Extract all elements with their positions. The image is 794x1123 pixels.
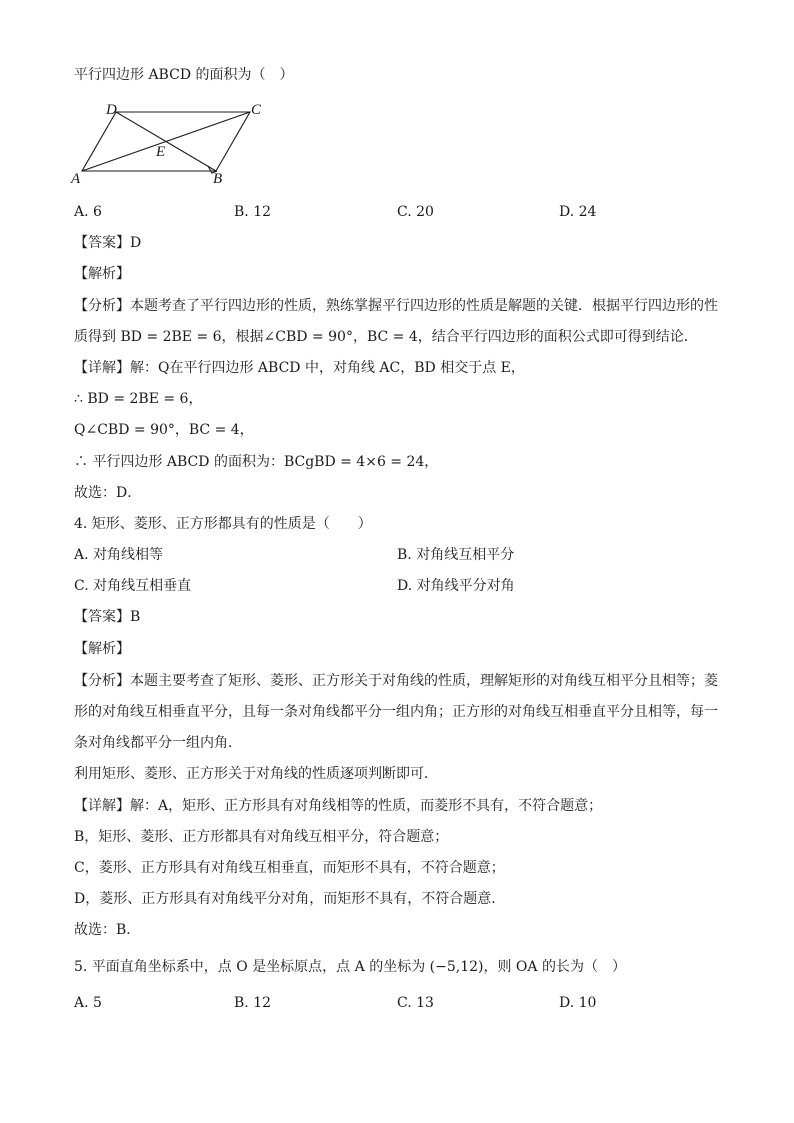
q3-detail-line-3: Q∠CBD = 90°，BC = 4， [74,422,254,438]
q5-option-d: D. 10 [559,995,597,1011]
q5-option-b: B. 12 [234,995,272,1011]
q3-option-c: C. 20 [397,204,434,220]
q3-option-b: B. 12 [234,204,272,220]
q4-answer: 【答案】B [74,609,141,625]
q4-detail-line-2: B，矩形、菱形、正方形都具有对角线互相平分，符合题意； [74,829,449,845]
q3-analysis-line-1: 【分析】本题考查了平行四边形的性质，熟练掌握平行四边形的性质是解题的关键．根据平行四边形的性 [74,298,718,314]
q4-detail-line-1: 【详解】解：A，矩形、正方形具有对角线相等的性质，而菱形不具有，不符合题意； [74,798,603,814]
q4-analysis-line-4: 利用矩形、菱形、正方形关于对角线的性质逐项判断即可． [74,766,438,782]
q4-analysis-heading: 【解析】 [74,641,130,657]
label-a: A [71,171,81,187]
q5-option-a: A. 5 [74,995,102,1011]
q3-detail-line-2: ∴ BD = 2BE = 6， [74,391,203,407]
q4-choose: 故选：B． [74,922,141,938]
q3-option-a: A. 6 [74,204,102,220]
q4-detail-line-4: D，菱形、正方形具有对角线平分对角，而矩形不具有，不符合题意． [74,891,506,907]
q4-option-b: B. 对角线互相平分 [397,547,515,563]
parallelogram-figure [70,98,270,188]
q3-answer: 【答案】D [74,235,142,251]
q4-analysis-line-2: 形的对角线互相垂直平分，且每一条对角线都平分一组内角；正方形的对角线互相垂直平分且相等，每一 [74,704,718,720]
q4-option-a: A. 对角线相等 [74,547,164,563]
q3-detail-line-4: ∴ 平行四边形 ABCD 的面积为：BCgBD = 4×6 = 24， [74,454,439,470]
q3-stem: 平行四边形 ABCD 的面积为（ ） [74,67,294,83]
q4-detail-line-3: C，菱形、正方形具有对角线互相垂直，而矩形不具有，不符合题意； [74,860,505,876]
q4-option-c: C. 对角线互相垂直 [74,578,192,594]
q4-analysis-line-3: 条对角线都平分一组内角． [74,735,242,751]
label-b: B [213,171,223,187]
label-e: E [156,144,166,160]
label-c: C [251,102,262,118]
diagonal-bd [116,112,216,171]
q3-analysis-line-2: 质得到 BD = 2BE = 6，根据∠CBD = 90°，BC = 4，结合平行四边形的面积公式即可得到结论． [74,329,698,345]
q3-detail-line-1: 【详解】解：Q在平行四边形 ABCD 中，对角线 AC，BD 相交于点 E， [74,360,525,376]
q5-option-c: C. 13 [397,995,434,1011]
q3-option-d: D. 24 [559,204,597,220]
q5-stem: 5. 平面直角坐标系中，点 O 是坐标原点，点 A 的坐标为 (−5,12)，则 OA 的长为（ ） [74,959,626,975]
q4-option-d: D. 对角线平分对角 [397,578,515,594]
q4-stem: 4. 矩形、菱形、正方形都具有的性质是（ ） [74,516,372,532]
q3-choose: 故选：D． [74,485,142,501]
q3-analysis-heading: 【解析】 [74,266,130,282]
q4-analysis-line-1: 【分析】本题主要考查了矩形、菱形、正方形关于对角线的性质，理解矩形的对角线互相平分且相等；菱 [74,673,718,689]
label-d: D [106,102,117,118]
